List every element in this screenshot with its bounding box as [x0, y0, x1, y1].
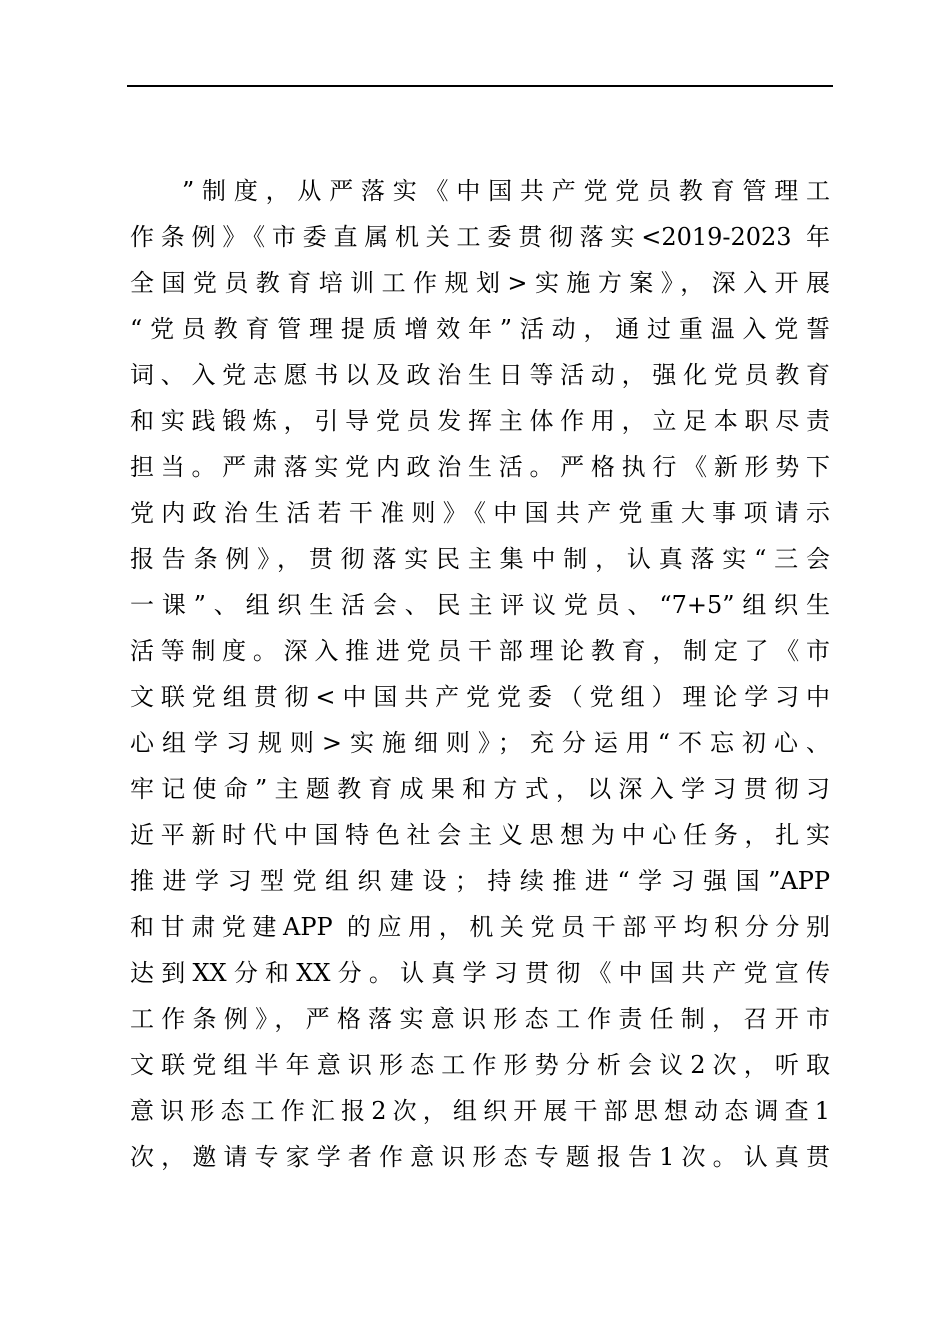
text-line: 工作条例》，严格落实意识形态工作责任制，召开市 — [130, 1005, 830, 1033]
text-line: ”制度，从严落实《中国共产党党员教育管理工 — [182, 177, 830, 205]
text-line: 和甘肃党建APP 的应用，机关党员干部平均积分分别 — [130, 913, 830, 941]
text-line: 和实践锻炼，引导党员发挥主体作用，立足本职尽责 — [130, 407, 830, 435]
body-paragraph — [130, 168, 830, 1180]
text-line: 达到XX分和XX分。认真学习贯彻《中国共产党宣传 — [130, 959, 830, 987]
text-line: 意识形态工作汇报2次，组织开展干部思想动态调查1 — [130, 1097, 830, 1125]
text-line: 次，邀请专家学者作意识形态专题报告1次。认真贯 — [130, 1143, 830, 1171]
text-line: 活等制度。深入推进党员干部理论教育，制定了《市 — [130, 637, 830, 665]
text-line: 党内政治生活若干准则》《中国共产党重大事项请示 — [130, 499, 830, 527]
text-line: 作条例》《市委直属机关工委贯彻落实<2019-2023 年 — [130, 223, 830, 251]
text-line: 牢记使命”主题教育成果和方式，以深入学习贯彻习 — [130, 775, 830, 803]
text-line: “党员教育管理提质增效年”活动，通过重温入党誓 — [130, 315, 830, 343]
text-line: 全国党员教育培训工作规划>实施方案》，深入开展 — [130, 269, 830, 297]
text-line: 词、入党志愿书以及政治生日等活动，强化党员教育 — [130, 361, 830, 389]
text-line: 推进学习型党组织建设；持续推进“学习强国”APP — [130, 867, 830, 895]
text-line: 一课”、组织生活会、民主评议党员、“7+5”组织生 — [130, 591, 830, 619]
header-rule — [127, 85, 833, 87]
text-line: 文联党组半年意识形态工作形势分析会议2次，听取 — [130, 1051, 830, 1079]
text-line: 担当。严肃落实党内政治生活。严格执行《新形势下 — [130, 453, 830, 481]
text-line: 心组学习规则>实施细则》；充分运用“不忘初心、 — [130, 729, 830, 757]
text-line: 文联党组贯彻<中国共产党党委（党组）理论学习中 — [130, 683, 830, 711]
text-line: 近平新时代中国特色社会主义思想为中心任务，扎实 — [130, 821, 830, 849]
text-line: 报告条例》，贯彻落实民主集中制，认真落实“三会 — [130, 545, 830, 573]
